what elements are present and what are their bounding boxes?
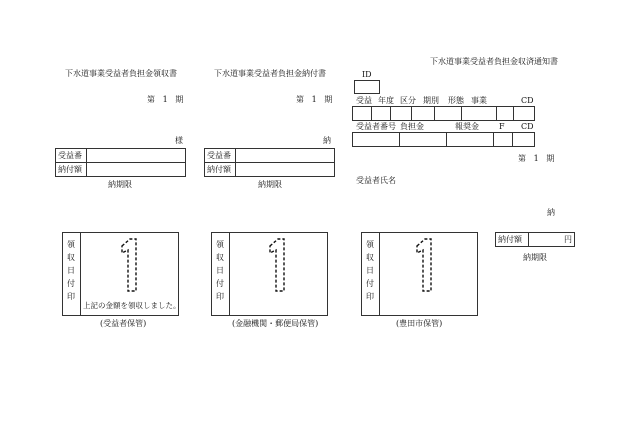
receipt-info-table [55,148,186,177]
receipt-footer: (受益者保管) [100,319,147,328]
notice-name-label: 受益者氏名 [356,176,396,185]
notice-honorific: 納 [547,208,555,217]
notice-amount-table [495,232,575,247]
receipt-number-label: 受益番 [56,149,87,163]
slip-stamp-label: 領 収 日 付 印 [216,240,224,301]
slip-due-label: 納期限 [258,180,282,189]
notice-amount-value [529,233,575,247]
receipt-honorific: 様 [175,136,183,145]
notice-id-box [354,80,380,94]
period-prefix: 第 [296,95,304,104]
notice-amount-unit: 円 [564,234,572,244]
period-suffix: 期 [546,154,555,163]
notice-footer: (豊田市保管) [396,319,443,328]
receipt-due-label: 納期限 [108,180,132,189]
notice-amount-label: 納付額 [496,233,529,247]
slip-period [296,96,332,104]
receipt-number-value [87,149,186,163]
receipt-stamp-digit-one [118,236,140,294]
slip-honorific: 納 [323,136,331,145]
slip-stamp-digit-one [266,236,288,294]
slip-number-value [236,149,335,163]
notice-id-label: ID [362,70,372,79]
receipt-stamp-note: 上記の金額を領収しました。 [83,301,181,310]
period-number: 1 [311,95,317,104]
slip-amount-value [236,163,335,177]
slip-amount-label: 納付額 [205,163,236,177]
period-number: 1 [162,95,168,104]
slip-info-table [204,148,335,177]
notice-code-grid-2 [352,132,535,147]
notice-stamp-digit-one [413,236,435,294]
notice-stamp-label: 領 収 日 付 印 [366,240,374,301]
period-prefix: 第 [518,154,526,163]
notice-due-label: 納期限 [523,253,547,262]
notice-period [518,155,554,163]
receipt-amount-value [87,163,186,177]
receipt-amount-label: 納付額 [56,163,87,177]
slip-footer: (金融機関・郵便局保管) [232,319,319,328]
notice-title: 下水道事業受益者負担金収済通知書 [430,57,558,66]
slip-title: 下水道事業受益者負担金納付書 [214,69,326,78]
period-suffix: 期 [324,95,333,104]
receipt-period [147,96,183,104]
receipt-stamp-label: 領 収 日 付 印 [67,240,75,301]
period-number: 1 [533,154,539,163]
notice-code-grid-1 [352,106,535,121]
slip-number-label: 受益番 [205,149,236,163]
receipt-title: 下水道事業受益者負担金領収書 [65,69,177,78]
period-suffix: 期 [175,95,184,104]
period-prefix: 第 [147,95,155,104]
